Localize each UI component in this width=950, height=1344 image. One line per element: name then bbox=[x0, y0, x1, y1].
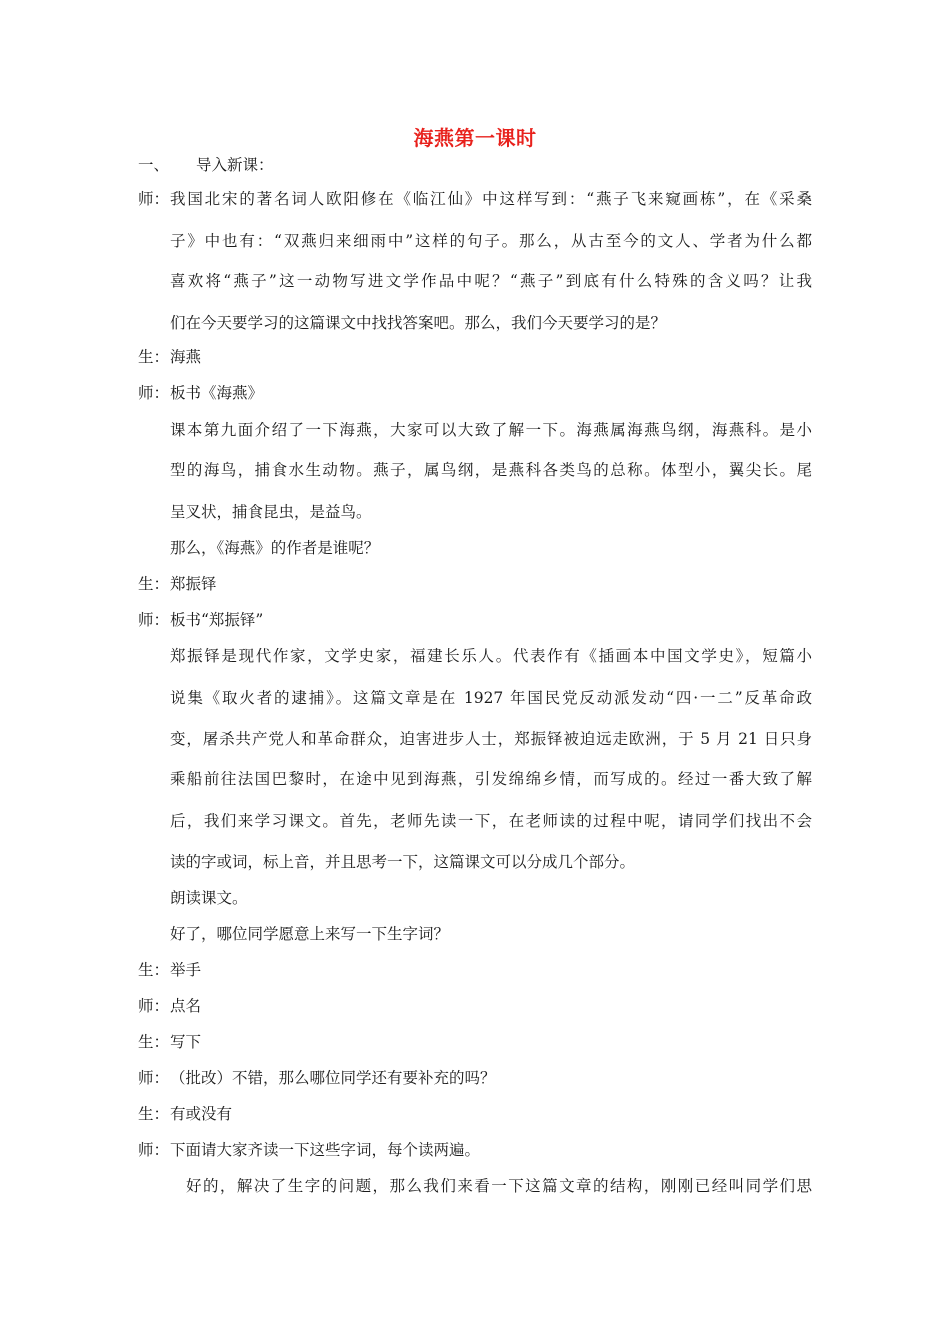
speaker-label: 师： bbox=[138, 384, 170, 402]
paragraph-line: 朗读课文。 bbox=[170, 889, 248, 907]
speaker-label: 师： bbox=[138, 1069, 170, 1087]
speaker-label: 生： bbox=[138, 575, 170, 593]
section-title: 导入新课： bbox=[196, 156, 274, 174]
dialogue-text: 有或没有 bbox=[170, 1105, 233, 1123]
paragraph-line: 好了，哪位同学愿意上来写一下生字词？ bbox=[170, 925, 450, 943]
dialogue-text: 下面请大家齐读一下这些字词，每个读两遍。 bbox=[170, 1141, 481, 1159]
dialogue-text: 板书“郑振铎” bbox=[170, 611, 264, 629]
paragraph-line: 喜欢将“燕子”这一动物写进文学作品中呢？“燕子”到底有什么特殊的含义吗？让我 bbox=[170, 272, 812, 290]
dialogue-text: 点名 bbox=[170, 997, 202, 1015]
dialogue-text: 板书《海燕》 bbox=[170, 384, 264, 402]
speaker-label: 师： bbox=[138, 997, 170, 1015]
paragraph-line: 型的海鸟，捕食水生动物。燕子，属鸟纲，是燕科各类鸟的总称。体型小，翼尖长。尾 bbox=[170, 461, 812, 479]
paragraph-line: 我国北宋的著名词人欧阳修在《临江仙》中这样写到：“燕子飞来窥画栋”，在《采桑 bbox=[170, 190, 812, 208]
paragraph-line: 课本第九面介绍了一下海燕，大家可以大致了解一下。海燕属海燕鸟纲，海燕科。是小 bbox=[170, 421, 812, 439]
paragraph-line: 呈叉状，捕食昆虫，是益鸟。 bbox=[170, 503, 372, 521]
dialogue-text: 举手 bbox=[170, 961, 202, 979]
page-title: 海燕第一课时 bbox=[413, 126, 537, 150]
paragraph-line: 变，屠杀共产党人和革命群众，迫害进步人士，郑振铎被迫远走欧洲，于 5 月 21 日只身 bbox=[170, 730, 812, 748]
speaker-label: 生： bbox=[138, 1033, 170, 1051]
paragraph-line: 子》中也有：“双燕归来细雨中”这样的句子。那么，从古至今的文人、学者为什么都 bbox=[170, 232, 812, 250]
section-number: 一、 bbox=[138, 156, 170, 174]
paragraph-line: 乘船前往法国巴黎时，在途中见到海燕，引发绵绵乡情，而写成的。经过一番大致了解 bbox=[170, 770, 812, 788]
paragraph-line: 说集《取火者的逮捕》。这篇文章是在 1927 年国民党反动派发动“四·一二”反革命政 bbox=[170, 689, 812, 707]
paragraph-line: 郑振铎是现代作家，文学史家，福建长乐人。代表作有《插画本中国文学史》，短篇小 bbox=[170, 647, 812, 665]
speaker-label: 师： bbox=[138, 1141, 170, 1159]
speaker-label: 生： bbox=[138, 1105, 170, 1123]
dialogue-text: （批改）不错，那么哪位同学还有要补充的吗？ bbox=[170, 1069, 496, 1087]
speaker-label: 师： bbox=[138, 611, 170, 629]
speaker-label: 生： bbox=[138, 348, 170, 366]
dialogue-text: 写下 bbox=[170, 1033, 202, 1051]
speaker-label: 生： bbox=[138, 961, 170, 979]
paragraph-line: 那么，《海燕》的作者是谁呢？ bbox=[170, 539, 380, 557]
paragraph-line: 读的字或词，标上音，并且思考一下，这篇课文可以分成几个部分。 bbox=[170, 853, 636, 871]
dialogue-text: 郑振铎 bbox=[170, 575, 217, 593]
paragraph-line: 后，我们来学习课文。首先，老师先读一下，在老师读的过程中呢，请同学们找出不会 bbox=[170, 812, 812, 830]
paragraph-line: 好的，解决了生字的问题，那么我们来看一下这篇文章的结构，刚刚已经叫同学们思 bbox=[186, 1177, 812, 1195]
speaker-label: 师： bbox=[138, 190, 170, 208]
paragraph-line: 们在今天要学习的这篇课文中找找答案吧。那么，我们今天要学习的是？ bbox=[170, 314, 667, 332]
dialogue-text: 海燕 bbox=[170, 348, 202, 366]
